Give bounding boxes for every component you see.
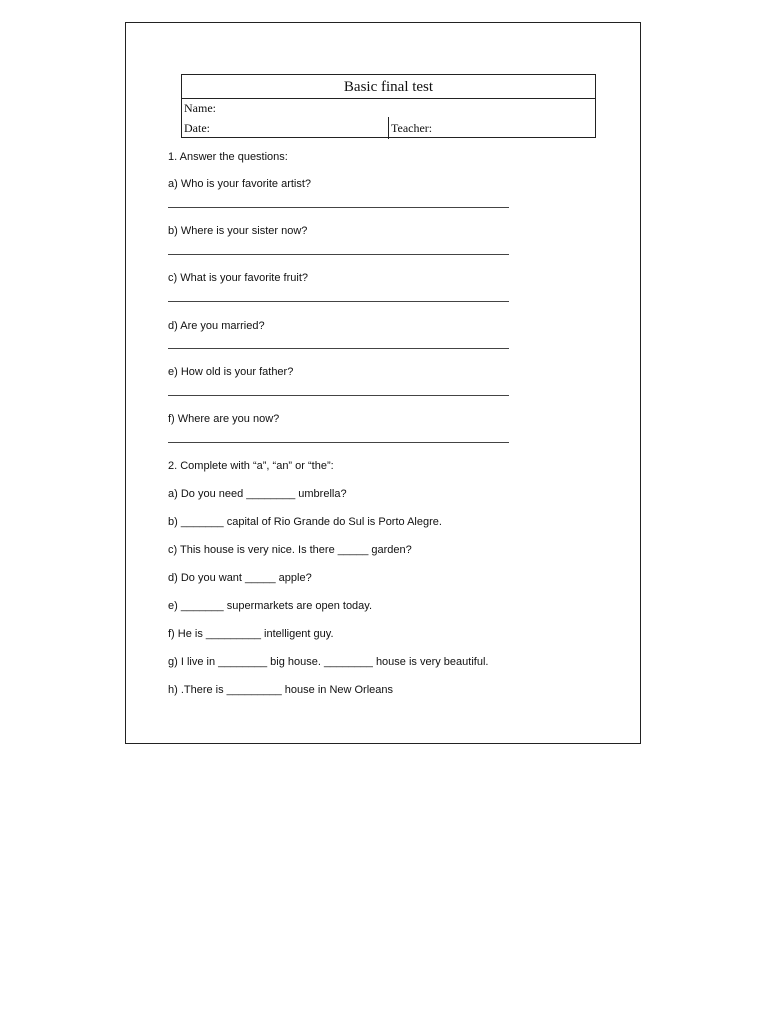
answer-line-c xyxy=(168,301,509,302)
question-d: d) Are you married? xyxy=(168,320,265,332)
worksheet-page xyxy=(125,22,641,744)
answer-line-b xyxy=(168,254,509,255)
name-label: Name: xyxy=(184,101,216,115)
question-f: f) Where are you now? xyxy=(168,413,280,425)
item-g: g) I live in ________ big house. ________ house is very beautiful. xyxy=(168,656,489,668)
item-d: d) Do you want _____ apple? xyxy=(168,572,312,584)
header-divider xyxy=(388,117,389,139)
item-e: e) _______ supermarkets are open today. xyxy=(168,600,373,612)
item-h: h) .There is _________ house in New Orleans xyxy=(168,684,394,696)
question-b: b) Where is your sister now? xyxy=(168,225,308,237)
item-b: b) _______ capital of Rio Grande do Sul is Porto Alegre. xyxy=(168,516,442,528)
item-a: a) Do you need ________ umbrella? xyxy=(168,488,347,500)
answer-line-d xyxy=(168,348,509,349)
teacher-label: Teacher: xyxy=(391,121,433,135)
item-c: c) This house is very nice. Is there _____ garden? xyxy=(168,544,412,556)
answer-line-a xyxy=(168,207,509,208)
question-a: a) Who is your favorite artist? xyxy=(168,178,312,190)
section-1-heading: 1. Answer the questions: xyxy=(168,151,288,163)
question-c: c) What is your favorite fruit? xyxy=(168,272,308,284)
test-title: Basic final test xyxy=(182,75,595,99)
section-2-heading: 2. Complete with “a”, “an” or “the”: xyxy=(168,460,334,472)
answer-line-e xyxy=(168,395,509,396)
item-f: f) He is _________ intelligent guy. xyxy=(168,628,334,640)
date-label: Date: xyxy=(184,121,210,135)
question-e: e) How old is your father? xyxy=(168,366,294,378)
answer-line-f xyxy=(168,442,509,443)
test-header-box xyxy=(181,74,596,138)
